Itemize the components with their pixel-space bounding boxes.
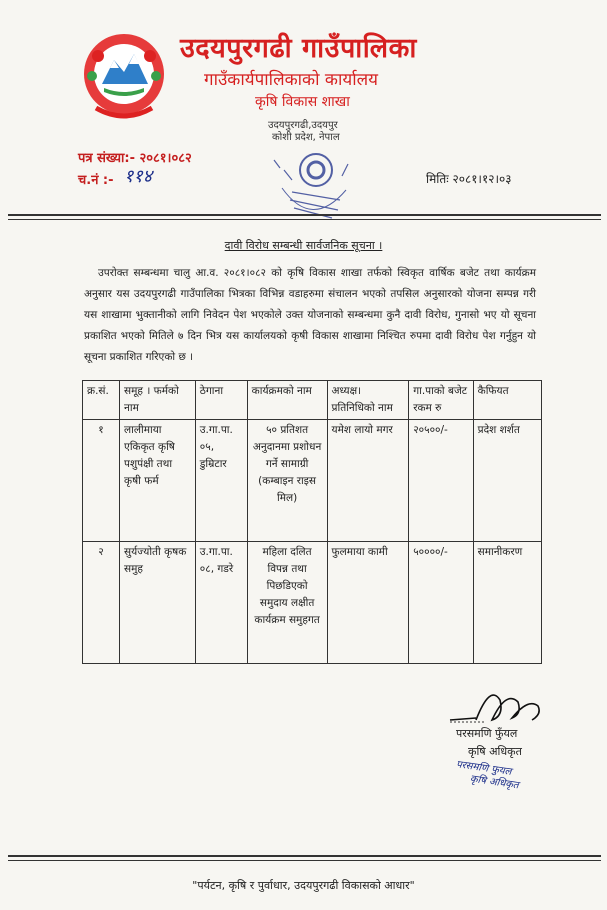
- header-cell: समूह । फर्मको नाम: [120, 381, 196, 420]
- table-cell: २०५००/-: [409, 420, 473, 542]
- notice-title-text: दावी विरोध सम्बन्धी सार्वजनिक सूचना ।: [224, 239, 383, 252]
- table-cell: ५००००/-: [409, 542, 473, 664]
- stamp-title: कृषि अधिकृत: [469, 773, 520, 792]
- table-cell: ५० प्रतिशत अनुदानमा प्रशोधन गर्ने सामाग्री (कम्बाइन राइस मिल): [247, 420, 327, 542]
- footer-slogan: "पर्यटन, कृषि र पुर्वाधार, उदयपुरगढी विकासको आधार": [192, 879, 415, 892]
- address-line-2: कोशी प्रदेश, नेपाल: [272, 132, 340, 143]
- header-cell: गा.पाको बजेट रकम रु: [409, 381, 473, 420]
- stamp-name: परसमणि फुयल: [455, 759, 513, 778]
- signatory-title: कृषि अधिकृत: [468, 745, 522, 758]
- dispatch-number: ११४: [124, 166, 153, 187]
- table-cell: लालीमाया एकिकृत कृषि पशुपंक्षी तथा कृषी फर्म: [120, 420, 196, 542]
- notice-title: [0, 238, 607, 253]
- table-cell: समानीकरण: [473, 542, 541, 664]
- table-row: [83, 542, 542, 664]
- municipality-title: उदयपुरगढी गाउँपालिका: [180, 33, 417, 64]
- table-cell: उ.गा.पा. ०५, डुम्रिटार: [195, 420, 247, 542]
- header-cell: अध्यक्ष। प्रतिनिधिको नाम: [327, 381, 409, 420]
- signatory-name: परसमणि फुँयल: [456, 727, 518, 740]
- nepal-emblem-icon: [78, 26, 170, 126]
- dispatch-label: च.नं :-: [78, 173, 114, 188]
- office-subtitle: गाउँकार्यपालिकाको कार्यालय: [204, 70, 379, 90]
- table-cell: २: [83, 542, 120, 664]
- table-row: [83, 420, 542, 542]
- date: मितिः २०८१।१२।०३: [426, 172, 512, 186]
- header-cell: ठेगाना: [195, 381, 247, 420]
- notice-body: [84, 263, 536, 368]
- notice-paragraph: उपरोक्त सम्बन्धमा चालु आ.व. २०८१।०८२ को कृषि विकास शाखा तर्फको स्विकृत वार्षिक बजेट तथा कार्यक्रम अनुसार यस उदयपुरगढी गाउँपालिका भित्रका विभिन्न वडाहरुमा संचालन भएको तपसिल अनुसारको योजना सम्पन्न गरी यस शाखामा भुक्तानीको लागि निवेदन पेश भएकोले उक्त योजनाको सम्बन्धमा कुनै दावी विरोध, गुनासो भए यो सूचना प्रकाशित भएको मितिले ७ दिन भित्र यस कार्यालयको कृषी विकास शाखामा निश्चित रुपमा दावी विरोध पेश गर्नुहुन यो सूचना प्रकाशित गरिएको छ ।: [84, 267, 536, 363]
- header-cell: कैफियत: [473, 381, 541, 420]
- table-cell: फुलमाया कामी: [327, 542, 409, 664]
- table-cell: सुर्यज्योती कृषक समुह: [120, 542, 196, 664]
- table-header-row: [83, 381, 542, 420]
- footer-divider-thin: [8, 860, 601, 861]
- header-cell: कार्यक्रमको नाम: [247, 381, 327, 420]
- table-cell: यमेश लायो मगर: [327, 420, 409, 542]
- footer-divider: [8, 855, 601, 857]
- header-divider-thin: [8, 219, 601, 220]
- office-stamp-icon: [262, 140, 362, 230]
- table-cell: महिला दलित विपन्न तथा पिछडिएको समुदाय लक्षीत कार्यक्रम समुहगत: [247, 542, 327, 664]
- table-cell: उ.गा.पा. ०८, गडरे: [195, 542, 247, 664]
- table-cell: १: [83, 420, 120, 542]
- project-table: [82, 380, 542, 664]
- header-divider: [8, 214, 601, 216]
- table-cell: प्रदेश शर्शत: [473, 420, 541, 542]
- letter-number: पत्र संख्या:- २०८१।०८२: [78, 151, 192, 166]
- header-cell: क्र.सं.: [83, 381, 120, 420]
- address-line-1: उदयपुरगढी,उदयपुर: [268, 120, 338, 131]
- branch-name: कृषि विकास शाखा: [255, 94, 350, 110]
